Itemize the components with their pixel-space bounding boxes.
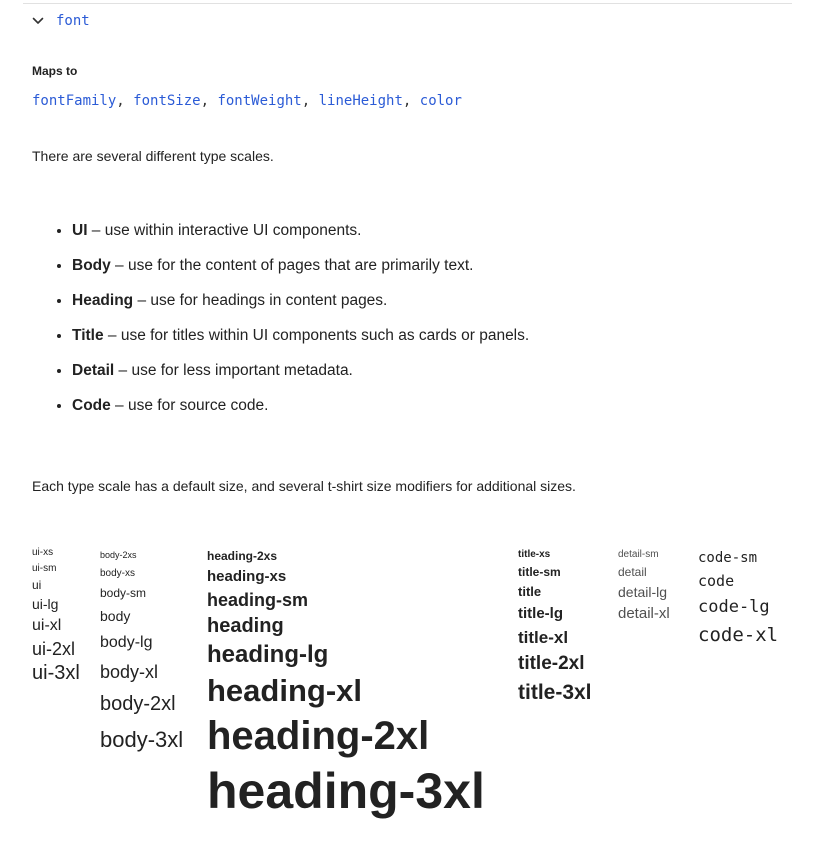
separator: , <box>402 93 420 109</box>
type-sample-title-xl: title-xl <box>518 628 569 647</box>
type-sample-body-xl: body-xl <box>100 662 159 682</box>
type-sample-detail-lg: detail-lg <box>618 584 668 600</box>
prop-link-fontFamily[interactable]: fontFamily <box>32 93 117 109</box>
separator: , <box>116 93 134 109</box>
type-sample-body-2xs: body-2xs <box>100 550 137 560</box>
font-disclosure[interactable] <box>32 11 90 31</box>
type-sample-title: title <box>518 584 542 599</box>
type-sample-ui-sm: ui-sm <box>32 563 57 574</box>
size-note-paragraph: Each type scale has a default size, and several t-shirt size modifiers for additional sizes. <box>32 478 576 494</box>
type-sample-body-lg: body-lg <box>100 634 153 651</box>
type-sample-ui-xs: ui-xs <box>32 547 54 558</box>
type-sample-heading-xs: heading-xs <box>207 568 287 585</box>
scale-description: – use for the content of pages that are primarily text. <box>110 257 474 274</box>
type-sample-heading-sm: heading-sm <box>207 590 309 610</box>
property-name: font <box>56 13 90 29</box>
scale-name: UI <box>72 222 88 239</box>
separator: , <box>200 93 218 109</box>
type-sample-title-3xl: title-3xl <box>518 681 592 704</box>
list-item <box>72 358 529 393</box>
detail-samples <box>618 547 670 625</box>
type-sample-body-xs: body-xs <box>100 568 136 579</box>
type-scale-list <box>32 218 529 428</box>
type-sample-title-xs: title-xs <box>518 549 551 560</box>
title-samples <box>518 547 592 707</box>
list-item <box>72 323 529 358</box>
scale-description: – use for titles within UI components such as cards or panels. <box>103 327 530 344</box>
scale-description: – use for headings in content pages. <box>133 292 388 309</box>
type-sample-code-xl: code-xl <box>698 624 779 646</box>
maps-to-label: Maps to <box>32 64 78 78</box>
type-sample-detail-sm: detail-sm <box>618 549 659 560</box>
type-sample-ui-lg: ui-lg <box>32 596 59 612</box>
prop-link-fontWeight[interactable]: fontWeight <box>217 93 302 109</box>
list-item <box>72 253 529 288</box>
type-sample-detail-xl: detail-xl <box>618 605 670 622</box>
list-item <box>72 288 529 323</box>
type-sample-heading-2xl: heading-2xl <box>207 714 430 758</box>
type-sample-ui: ui <box>32 578 42 592</box>
scale-description: – use for source code. <box>110 397 269 414</box>
type-sample-title-lg: title-lg <box>518 605 563 622</box>
scale-name: Code <box>72 397 111 414</box>
type-sample-body: body <box>100 608 131 624</box>
type-sample-body-2xl: body-2xl <box>100 693 176 715</box>
type-sample-heading-3xl: heading-3xl <box>207 763 485 819</box>
scale-description: – use within interactive UI components. <box>87 222 362 239</box>
type-sample-ui-2xl: ui-2xl <box>32 639 76 659</box>
type-sample-heading-lg: heading-lg <box>207 641 329 668</box>
prop-link-fontSize[interactable]: fontSize <box>133 93 201 109</box>
type-sample-ui-xl: ui-xl <box>32 617 62 634</box>
scale-description: – use for less important metadata. <box>114 362 353 379</box>
body-samples <box>100 546 183 759</box>
type-sample-body-sm: body-sm <box>100 586 147 600</box>
scale-name: Title <box>72 327 104 344</box>
ui-samples <box>32 545 80 686</box>
maps-to-list <box>32 93 462 109</box>
prop-link-color[interactable]: color <box>419 93 462 109</box>
intro-paragraph: There are several different type scales. <box>32 148 274 164</box>
list-item <box>72 393 529 428</box>
scale-name: Heading <box>72 292 134 309</box>
scale-name: Detail <box>72 362 115 379</box>
type-sample-detail: detail <box>618 565 647 579</box>
type-sample-code-sm: code-sm <box>698 550 758 566</box>
type-sample-heading-xl: heading-xl <box>207 673 363 708</box>
scale-name: Body <box>72 257 111 274</box>
type-sample-body-3xl: body-3xl <box>100 727 184 752</box>
type-sample-code-lg: code-lg <box>698 597 770 617</box>
prop-link-lineHeight[interactable]: lineHeight <box>318 93 403 109</box>
type-sample-heading-2xs: heading-2xs <box>207 549 278 563</box>
chevron-down-icon <box>32 17 44 25</box>
list-item <box>72 218 529 253</box>
type-sample-ui-3xl: ui-3xl <box>32 662 80 684</box>
heading-samples <box>207 546 485 821</box>
type-sample-title-sm: title-sm <box>518 565 561 579</box>
separator: , <box>301 93 319 109</box>
type-sample-code: code <box>698 572 735 590</box>
code-samples <box>698 547 778 649</box>
type-sample-title-2xl: title-2xl <box>518 653 585 674</box>
top-divider <box>23 3 792 4</box>
type-sample-heading: heading <box>207 615 284 637</box>
